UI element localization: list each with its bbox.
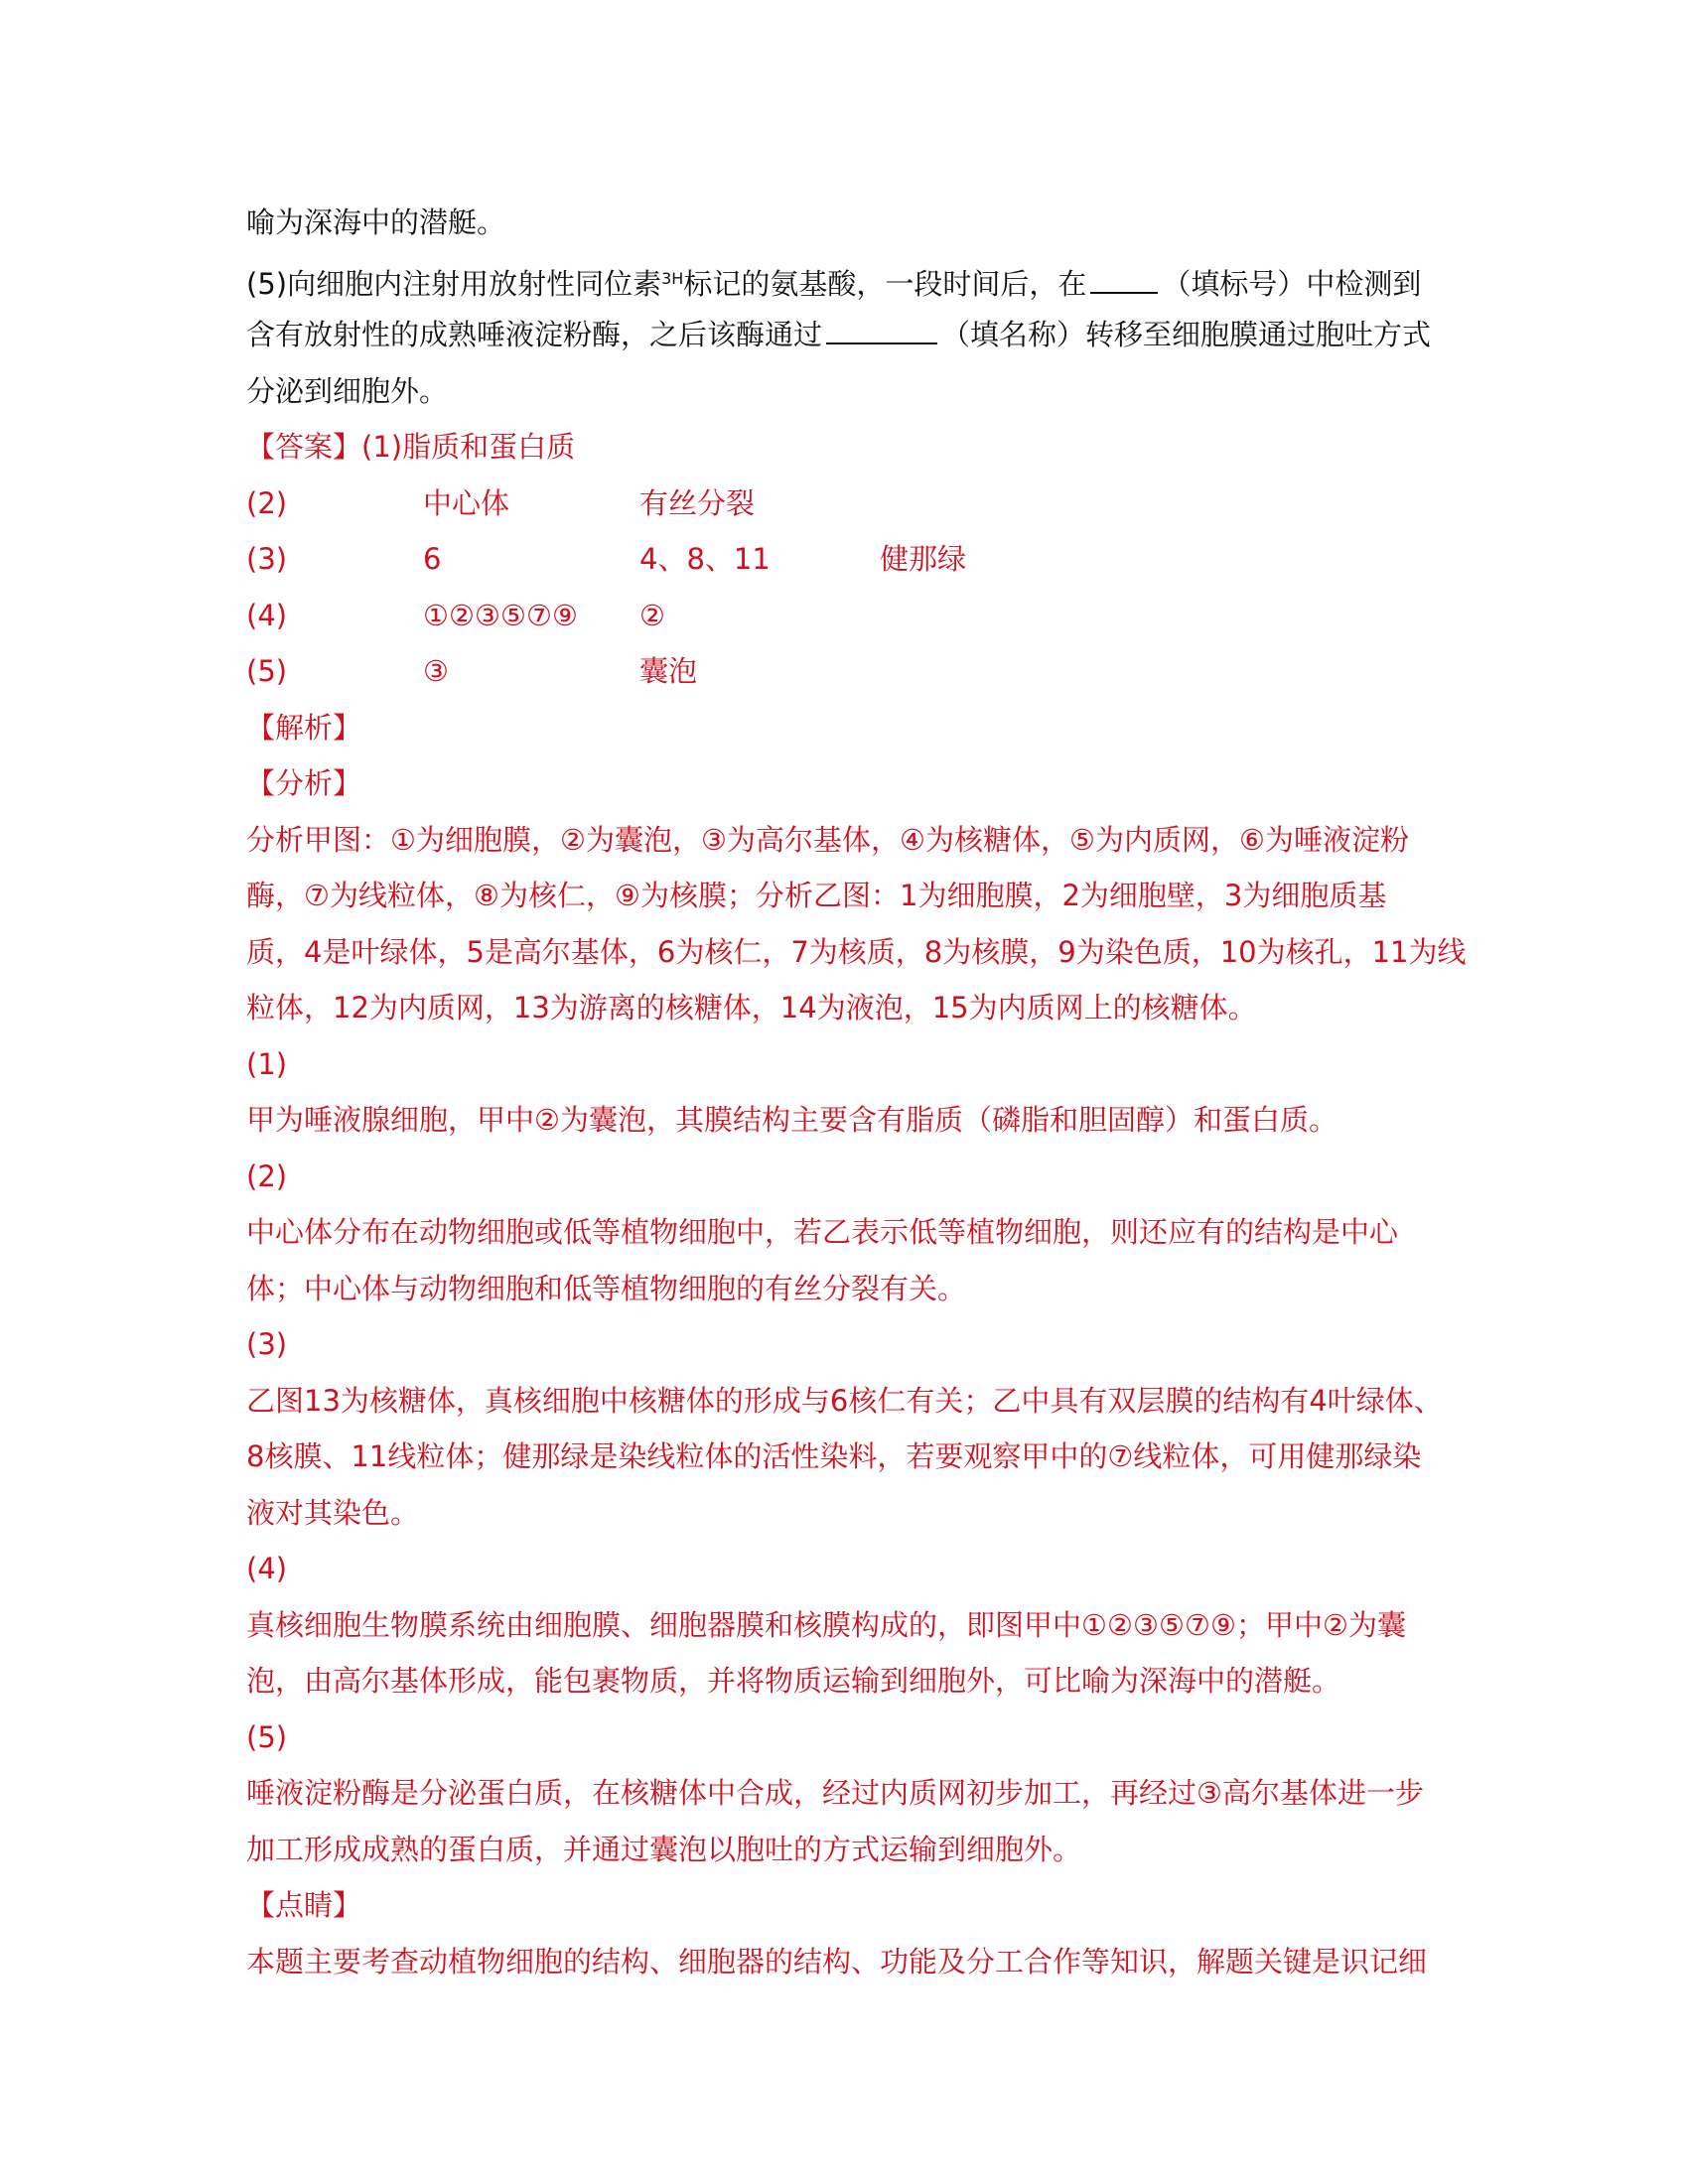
answer-c: 健那绿 xyxy=(880,542,967,576)
q5-line2-a: 含有放射性的成熟唾液淀粉酶，之后该酶通过 xyxy=(246,318,823,351)
part-4-number: (4) xyxy=(246,1552,288,1585)
answer-a: ①②③⑤⑦⑨ xyxy=(423,598,578,632)
q5-text-b: 标记的氨基酸，一段时间后，在 xyxy=(683,266,1087,301)
answer-b: 囊泡 xyxy=(639,654,698,688)
answer-num: (4) xyxy=(246,598,288,632)
answer-num: (2) xyxy=(246,485,288,520)
fill-blank-1 xyxy=(1090,264,1158,294)
part-5-text: 加工形成成熟的蛋白质，并通过囊泡以胞吐的方式运输到细胞外。 xyxy=(246,1832,1082,1866)
answer-b: ② xyxy=(639,598,665,632)
answer-row xyxy=(246,531,1438,588)
part-2-number: (2) xyxy=(246,1159,288,1193)
part-4-text: 真核细胞生物膜系统由细胞膜、细胞器膜和核膜构成的，即图甲中①②③⑤⑦⑨；甲中②为囊 xyxy=(246,1607,1406,1642)
fenxi-line: 分析甲图：①为细胞膜，②为囊泡，③为高尔基体，④为核糖体，⑤为内质网，⑥为唾液淀粉 xyxy=(246,822,1409,857)
answer-c xyxy=(880,643,1138,700)
answer-c xyxy=(880,588,1138,644)
question-5-line-2 xyxy=(246,307,1438,363)
part-1-text: 甲为唾液腺细胞，甲中②为囊泡，其膜结构主要含有脂质（磷脂和胆固醇）和蛋白质。 xyxy=(246,1103,1337,1137)
page-content xyxy=(246,195,1467,1989)
part-2-text: 中心体分布在动物细胞或低等植物细胞中，若乙表示低等植物细胞，则还应有的结构是中心 xyxy=(246,1215,1399,1249)
answer-a: 6 xyxy=(423,542,442,576)
answer-b: 4、8、11 xyxy=(639,542,771,576)
part-3-text: 8核膜、11线粒体；健那绿是染线粒体的活性染料，若要观察甲中的⑦线粒体，可用健那绿染 xyxy=(246,1439,1422,1473)
part-3-text: 乙图13为核糖体，真核细胞中核糖体的形成与6核仁有关；乙中具有双层膜的结构有4叶绿体、 xyxy=(246,1383,1443,1418)
dianjing-label: 【点睛】 xyxy=(246,1888,362,1922)
answer-header-line xyxy=(246,419,1438,476)
part-2-text: 体；中心体与动物细胞和低等植物细胞的有丝分裂有关。 xyxy=(246,1271,967,1305)
dianjing-text: 本题主要考查动植物细胞的结构、细胞器的结构、功能及分工合作等知识，解题关键是识记细 xyxy=(246,1944,1428,1979)
q5-text-a: (5)向细胞内注射用放射性同位素 xyxy=(246,266,662,301)
q5-text-c: （填标号）中检测到 xyxy=(1162,266,1422,301)
question-5-line-1 xyxy=(246,251,1438,308)
question-5-line-3: 分泌到细胞外。 xyxy=(246,373,449,408)
answer-label: 【答案】 xyxy=(246,430,362,464)
answer-c xyxy=(880,476,1138,532)
fenxi-line: 质，4是叶绿体，5是高尔基体，6为核仁，7为核质，8为核膜，9为染色质，10为核孔，11为线 xyxy=(246,934,1467,969)
answer-num: (3) xyxy=(246,542,288,576)
fenxi-line: 酶，⑦为线粒体，⑧为核仁，⑨为核膜；分析乙图：1为细胞膜，2为细胞壁，3为细胞质基 xyxy=(246,879,1387,912)
part-3-text: 液对其染色。 xyxy=(246,1495,420,1530)
fill-blank-2 xyxy=(826,315,937,344)
answer-a: ③ xyxy=(423,654,449,688)
fenxi-line: 粒体，12为内质网，13为游离的核糖体，14为液泡，15为内质网上的核糖体。 xyxy=(246,991,1257,1024)
answer-b: 有丝分裂 xyxy=(639,485,756,520)
question-continuation: 喻为深海中的潜艇。 xyxy=(246,205,506,239)
answer-num: (5) xyxy=(246,654,288,688)
fenxi-label: 【分析】 xyxy=(246,766,362,800)
q5-line2-b: （填名称）转移至细胞膜通过胞吐方式 xyxy=(941,318,1432,351)
part-4-text: 泡，由高尔基体形成，能包裹物质，并将物质运输到细胞外，可比喻为深海中的潜艇。 xyxy=(246,1664,1341,1698)
part-5-text: 唾液淀粉酶是分泌蛋白质，在核糖体中合成，经过内质网初步加工，再经过③高尔基体进一步 xyxy=(246,1776,1424,1810)
part-1-number: (1) xyxy=(246,1046,288,1081)
answer-row xyxy=(246,588,1438,644)
jiexi-label: 【解析】 xyxy=(246,710,362,745)
answer-row xyxy=(246,476,1438,532)
answer-1: (1)脂质和蛋白质 xyxy=(361,430,576,464)
answer-row xyxy=(246,643,1438,700)
isotope-superscript: 3H xyxy=(661,268,684,288)
part-5-number: (5) xyxy=(246,1719,288,1754)
part-3-number: (3) xyxy=(246,1327,288,1361)
answer-a: 中心体 xyxy=(423,485,510,520)
